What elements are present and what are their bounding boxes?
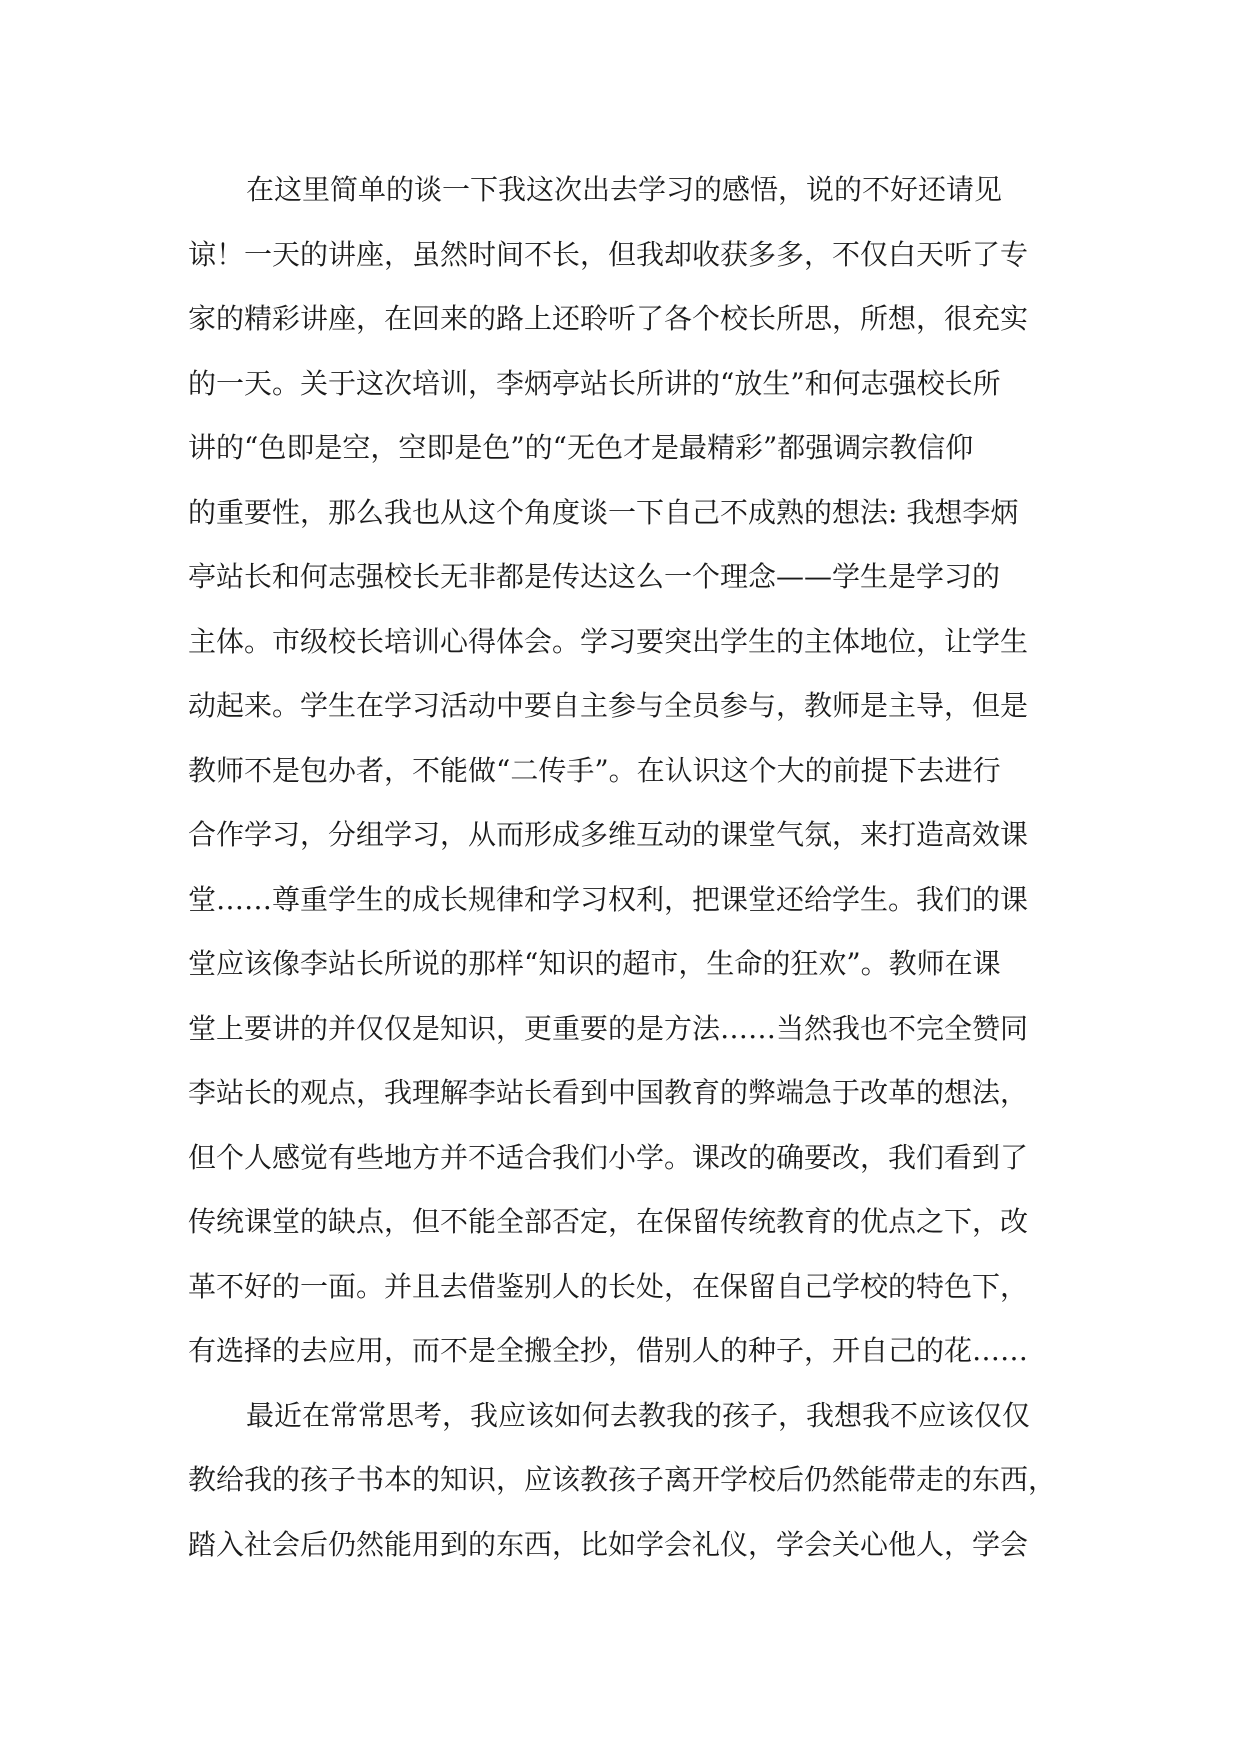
- text-line: 踏入社会后仍然能用到的东西，比如学会礼仪，学会关心他人，学会: [188, 1527, 1029, 1561]
- text-line: 动起来。学生在学习活动中要自主参与全员参与，教师是主导，但是: [188, 689, 1029, 722]
- text-line: 最近在常常思考，我应该如何去教我的孩子，我想我不应该仅仅: [246, 1398, 1031, 1432]
- text-line: 合作学习，分组学习，从而形成多维互动的课堂气氛，来打造高效课: [188, 818, 1029, 851]
- text-line: 家的精彩讲座，在回来的路上还聆听了各个校长所思，所想，很充实: [188, 302, 1029, 335]
- text-line: 传统课堂的缺点，但不能全部否定，在保留传统教育的优点之下，改: [188, 1205, 1029, 1238]
- text-line: 李站长的观点，我理解李站长看到中国教育的弊端急于改革的想法，: [188, 1076, 1029, 1109]
- text-line: 亭站长和何志强校长无非都是传达这么一个理念——学生是学习的: [188, 560, 1001, 593]
- text-line: 堂应该像李站长所说的那样“知识的超市，生命的狂欢”。教师在课: [188, 947, 1001, 980]
- text-line: 的一天。关于这次培训，李炳亭站长所讲的“放生”和何志强校长所: [188, 366, 1001, 400]
- text-line: 讲的“色即是空，空即是色”的“无色才是最精彩”都强调宗教信仰: [188, 431, 974, 464]
- text-line: 革不好的一面。并且去借鉴别人的长处，在保留自己学校的特色下，: [188, 1269, 1029, 1303]
- text-line: 教给我的孩子书本的知识，应该教孩子离开学校后仍然能带走的东西，: [188, 1463, 1057, 1496]
- text-line: 堂……尊重学生的成长规律和学习权利，把课堂还给学生。我们的课: [188, 882, 1029, 916]
- document-body: [188, 158, 1058, 1577]
- text-line: 谅！一天的讲座，虽然时间不长，但我却收获多多，不仅白天听了专: [188, 237, 1029, 271]
- text-line: 主体。市级校长培训心得体会。学习要突出学生的主体地位，让学生: [188, 624, 1029, 658]
- text-line: 有选择的去应用，而不是全搬全抄，借别人的种子，开自己的花……: [188, 1334, 1029, 1367]
- paragraph-1: [188, 158, 1058, 1384]
- text-line: 堂上要讲的并仅仅是知识，更重要的是方法……当然我也不完全赞同: [188, 1011, 1029, 1045]
- paragraph-2: [188, 1384, 1058, 1578]
- text-line: 但个人感觉有些地方并不适合我们小学。课改的确要改，我们看到了: [188, 1140, 1029, 1174]
- text-line: 在这里简单的谈一下我这次出去学习的感悟，说的不好还请见: [246, 173, 1003, 206]
- text-line: 教师不是包办者，不能做“二传手”。在认识这个大的前提下去进行: [188, 753, 1001, 787]
- text-line: 的重要性，那么我也从这个角度谈一下自己不成熟的想法: 我想李炳: [188, 495, 1019, 529]
